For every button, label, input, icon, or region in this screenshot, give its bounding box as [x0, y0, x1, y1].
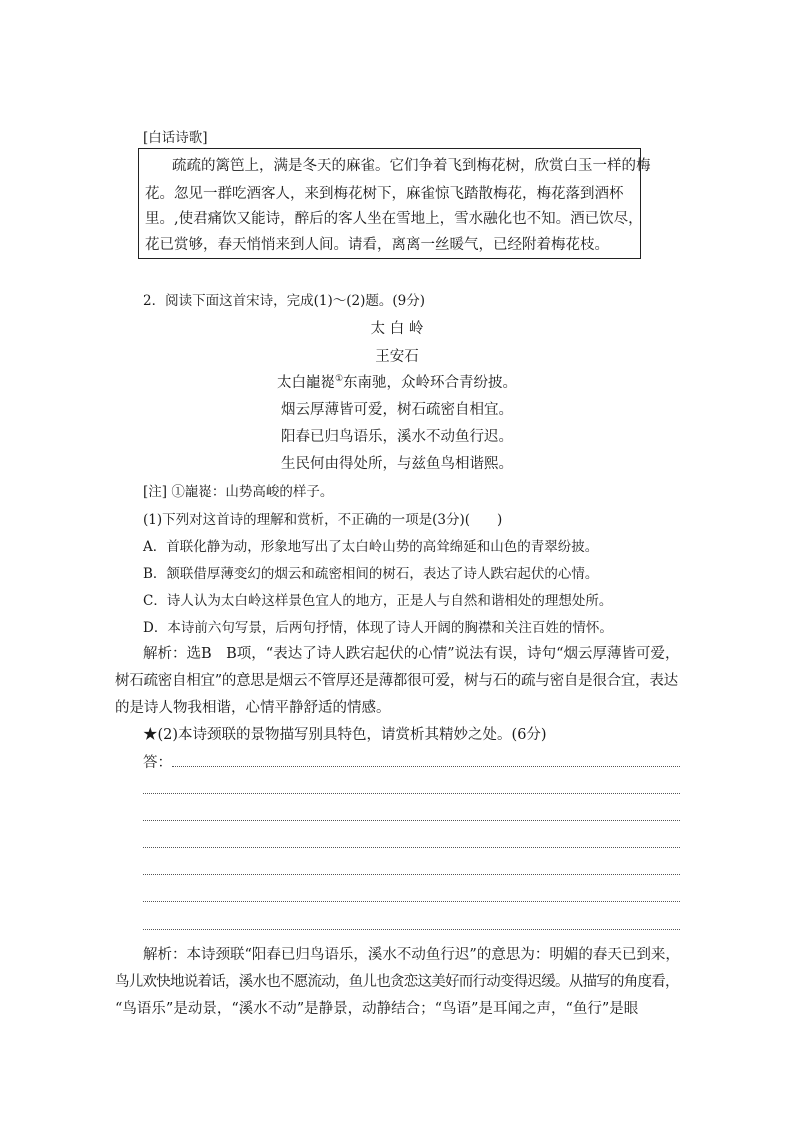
answer-line-4[interactable]: [143, 847, 680, 848]
box-line-4: 花已赏够，春天悄悄来到人间。请看，离离一丝暖气，已经附着梅花枝。: [145, 237, 609, 253]
box-line-1: 疏疏的篱笆上，满是冬天的麻雀。它们争着飞到梅花树，欣赏白玉一样的梅: [172, 158, 651, 174]
box-line-2: 花。忽见一群吃酒客人，来到梅花树下，麻雀惊飞踏散梅花，梅花落到酒杯: [145, 186, 624, 202]
answer-label: 答：: [143, 755, 172, 771]
analysis-2-line-1: 解析：本诗颈联“阳春已归鸟语乐，溪水不动鱼行迟”的意思为：明媚的春天已到来，: [143, 947, 680, 963]
sub-question-1: (1)下列对这首诗的理解和赏析，不正确的一项是(3分)( ): [143, 512, 503, 528]
answer-line-7[interactable]: [143, 929, 680, 930]
box-line-3: 里。,使君痛饮又能诗，醉后的客人坐在雪地上，雪水融化也不知。酒已饮尽，: [145, 211, 643, 227]
answer-line-2[interactable]: [143, 793, 680, 794]
answer-line-6[interactable]: [143, 901, 680, 902]
section-label: [白话诗歌]: [143, 130, 208, 146]
poem-line-3: 阳春已归鸟语乐，溪水不动鱼行迟。: [281, 429, 513, 445]
poem-line-4: 生民何由得处所，与兹鱼鸟相谐熙。: [281, 456, 513, 472]
analysis-2-line-3: “鸟语乐”是动景，“溪水不动”是静景，动静结合；“鸟语”是耳闻之声，“鱼行”是眼: [115, 1001, 639, 1017]
option-c: C．诗人认为太白岭这样景色宜人的地方，正是人与自然和谐相处的理想处所。: [143, 593, 613, 609]
analysis-1-line-2: 树石疏密自相宜”的意思是烟云不管厚还是薄都很可爱，树与石的疏与密自是很合宜，表达: [115, 673, 678, 689]
poem-line-1: 太白巃嵸①东南驰，众岭环合青纷披。: [276, 374, 518, 391]
poem-note: [注] ①巃嵸：山势高峻的样子。: [143, 484, 334, 500]
answer-line-5[interactable]: [143, 874, 680, 875]
poem-author: 王安石: [375, 349, 419, 365]
poem-line-2: 烟云厚薄皆可爱，树石疏密自相宜。: [281, 402, 513, 418]
option-a: A．首联化静为动，形象地写出了太白岭山势的高耸绵延和山色的青翠纷披。: [143, 539, 599, 555]
poem-title: 太 白 岭: [370, 321, 424, 337]
sub-question-2: ★(2)本诗颈联的景物描写别具特色，请赏析其精妙之处。(6分): [143, 727, 547, 743]
analysis-1-line-3: 的是诗人物我相谐，心情平静舒适的情感。: [115, 700, 391, 716]
analysis-1-line-1: 解析：选B B项，“表达了诗人跌宕起伏的心情”说法有误，诗句“烟云厚薄皆可爱，: [143, 646, 680, 662]
answer-line-1[interactable]: [172, 766, 680, 767]
question-2-intro: 2．阅读下面这首宋诗，完成(1)～(2)题。(9分): [143, 293, 425, 309]
analysis-2-line-2: 鸟儿欢快地说着话，溪水也不愿流动，鱼儿也贪恋这美好而行动变得迟缓。从描写的角度看，: [115, 974, 679, 990]
option-b: B．颔联借厚薄变幻的烟云和疏密相间的树石，表达了诗人跌宕起伏的心情。: [143, 566, 599, 582]
answer-line-3[interactable]: [143, 820, 680, 821]
option-d: D．本诗前六句写景，后两句抒情，体现了诗人开阔的胸襟和关注百姓的情怀。: [143, 620, 613, 636]
